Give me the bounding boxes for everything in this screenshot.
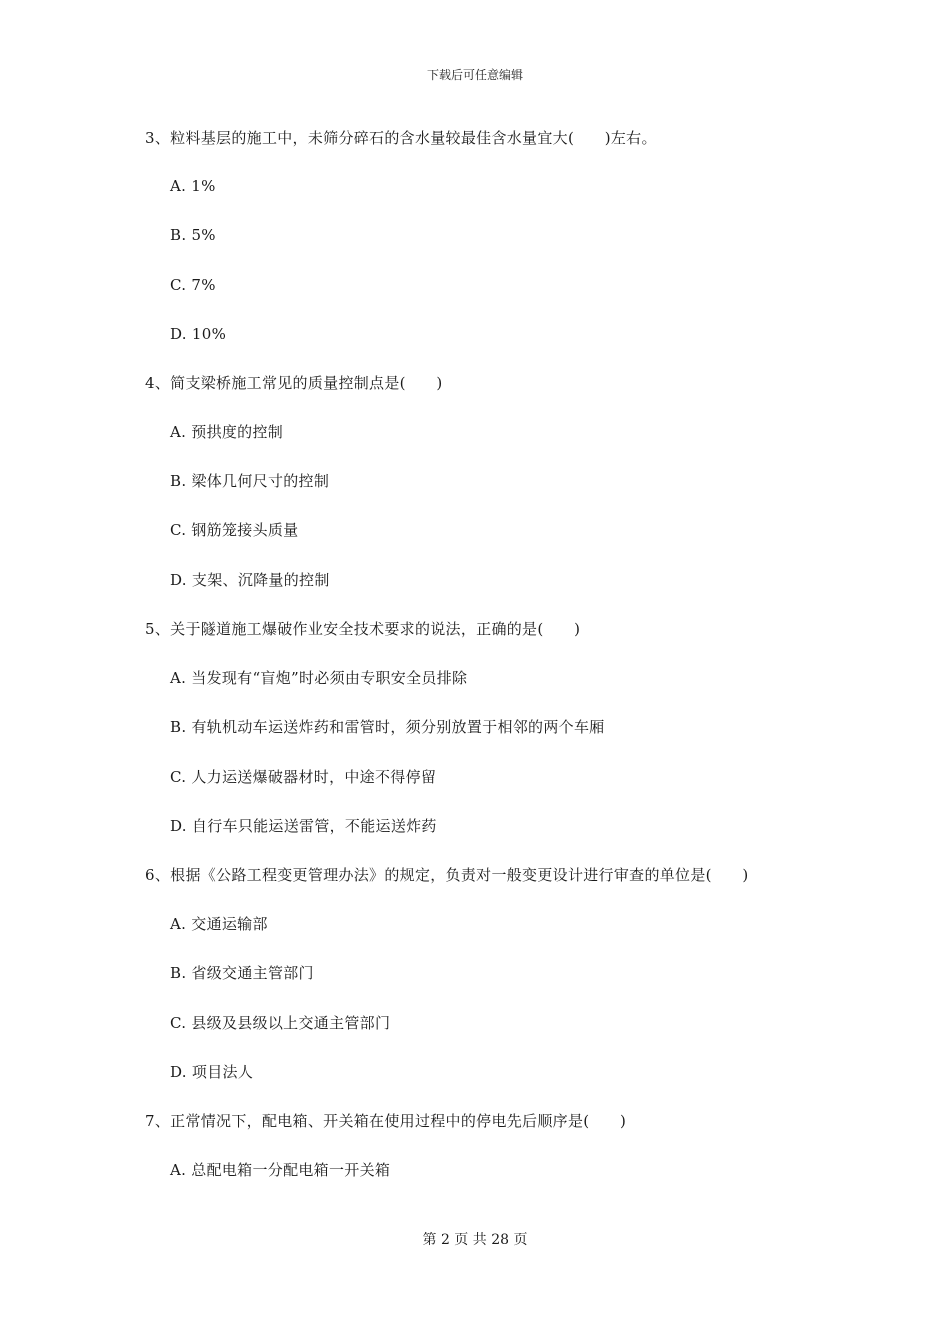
page-header: 下载后可任意编辑: [426, 68, 523, 82]
question-3-option-c: C. 7%: [170, 276, 216, 294]
question-6-stem: 6、根据《公路工程变更管理办法》的规定，负责对一般变更设计进行审查的单位是( ): [145, 866, 749, 884]
question-5-option-d: D. 自行车只能运送雷管，不能运送炸药: [170, 817, 437, 835]
question-7-option-a: A. 总配电箱一分配电箱一开关箱: [170, 1161, 391, 1179]
question-3-option-a: A. 1%: [170, 177, 216, 195]
page-footer: 第 2 页 共 28 页: [422, 1232, 528, 1248]
question-3-option-b: B. 5%: [170, 226, 216, 244]
question-4-option-d: D. 支架、沉降量的控制: [170, 571, 330, 589]
question-4-option-a: A. 预拱度的控制: [170, 423, 284, 441]
question-6-option-c: C. 县级及县级以上交通主管部门: [170, 1014, 391, 1032]
question-4-stem: 4、简支梁桥施工常见的质量控制点是( ): [145, 374, 443, 392]
question-3-stem: 3、粒料基层的施工中，未筛分碎石的含水量较最佳含水量宜大( )左右。: [145, 129, 657, 147]
question-6-option-a: A. 交通运输部: [170, 915, 268, 933]
question-4-option-b: B. 梁体几何尺寸的控制: [170, 472, 330, 490]
question-7-stem: 7、正常情况下，配电箱、开关箱在使用过程中的停电先后顺序是( ): [145, 1112, 627, 1130]
question-5-option-c: C. 人力运送爆破器材时，中途不得停留: [170, 768, 437, 786]
question-6-option-b: B. 省级交通主管部门: [170, 964, 314, 982]
question-6-option-d: D. 项目法人: [170, 1063, 254, 1081]
question-5-option-b: B. 有轨机动车运送炸药和雷管时，须分别放置于相邻的两个车厢: [170, 718, 605, 736]
question-3-option-d: D. 10%: [170, 325, 227, 343]
question-5-option-a: A. 当发现有“盲炮”时必须由专职安全员排除: [170, 669, 468, 687]
question-5-stem: 5、关于隧道施工爆破作业安全技术要求的说法，正确的是( ): [145, 620, 581, 638]
question-4-option-c: C. 钢筋笼接头质量: [170, 521, 299, 539]
